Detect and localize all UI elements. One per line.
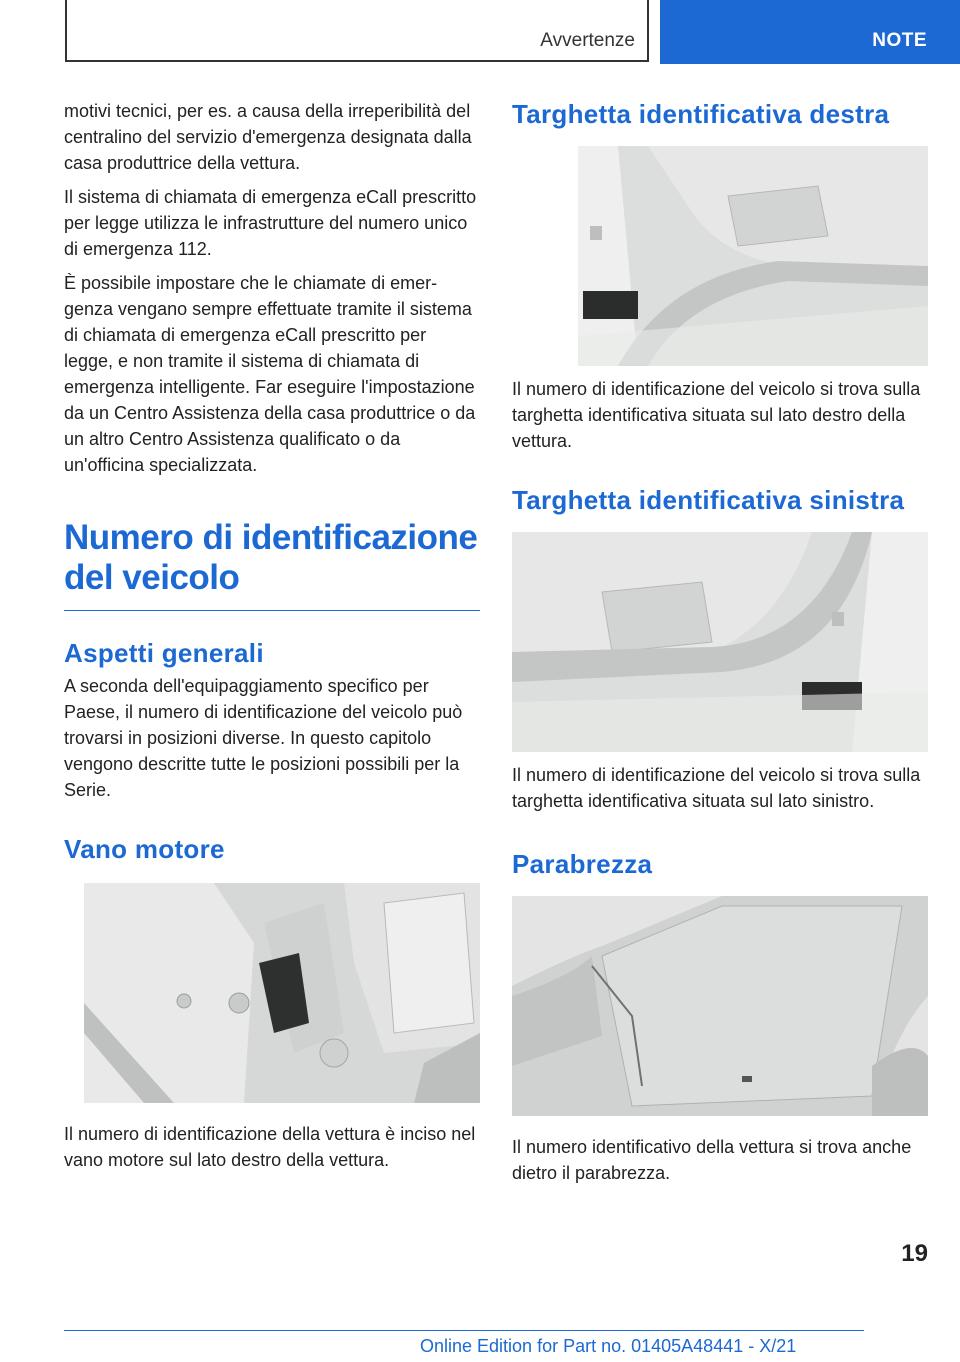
left-plate-image bbox=[512, 532, 928, 752]
paragraph: Il sistema di chiamata di emergenza eCall prescritto per legge utilizza le infrastrutture del numero unico di emergenza 112. bbox=[64, 187, 477, 259]
paragraph: Il numero di identificazione del veicolo si trova sulla targhetta identificativa situata sul lato destro della vettura. bbox=[512, 379, 921, 451]
section-heading-left-plate: Targhetta identificativa sinistra bbox=[512, 485, 905, 515]
paragraph: Il numero di identificazione del veicolo si trova sulla targhetta identificativa situata sul lato sinistro. bbox=[512, 765, 921, 811]
paragraph: È possibile impostare che le chiamate di emergenza vengano sempre effettuate tramite il sistema di chiamata di emergenza eCall prescritto per legge, e non tramite il sistema di chiamata di emergenza intelligente. Far eseguire l'impostazione da un Centro Assistenza della casa produttrice o da un altro Centro Assistenza qualificato o da un'officina specializzata. bbox=[64, 273, 476, 475]
right-plate-image bbox=[578, 146, 928, 366]
paragraph: A seconda dell'equipaggiamento specifico per Paese, il numero di identificazione del veicolo può trovarsi in posizioni diverse. In questo capitolo vengono descritte tutte le posizioni possibili per la Serie. bbox=[64, 676, 463, 800]
paragraph: Il numero identificativo della vettura si trova anche dietro il parabrezza. bbox=[512, 1137, 912, 1183]
section-heading-engine: Vano motore bbox=[64, 834, 225, 864]
section-label: Avvertenze bbox=[540, 30, 635, 51]
paragraph: motivi tecnici, per es. a causa della irreperibilità del centralino del servizio d'emergenza designata dalla casa produttrice della vettura. bbox=[64, 101, 472, 173]
section-heading-right-plate: Targhetta identificativa destra bbox=[512, 99, 890, 129]
chapter-label: NOTE bbox=[872, 30, 927, 51]
windshield-image bbox=[512, 896, 928, 1116]
section-heading-general: Aspetti generali bbox=[64, 638, 264, 668]
chapter-heading: Numero di identificazione del veicolo bbox=[64, 518, 480, 611]
paragraph: Il numero di identificazione della vettura è inciso nel vano motore sul lato destro della vettura. bbox=[64, 1124, 476, 1170]
engine-bay-image bbox=[84, 883, 480, 1103]
footer-divider bbox=[64, 1330, 864, 1331]
left-column bbox=[64, 98, 480, 1181]
header-section-tab bbox=[65, 0, 649, 62]
edition-label: Online Edition for Part no. 01405A48441 - X/21 bbox=[420, 1336, 797, 1356]
page-number: 19 bbox=[901, 1240, 928, 1267]
right-column bbox=[512, 98, 928, 1194]
header-chapter-tab bbox=[660, 0, 960, 64]
section-heading-windshield: Parabrezza bbox=[512, 849, 653, 879]
